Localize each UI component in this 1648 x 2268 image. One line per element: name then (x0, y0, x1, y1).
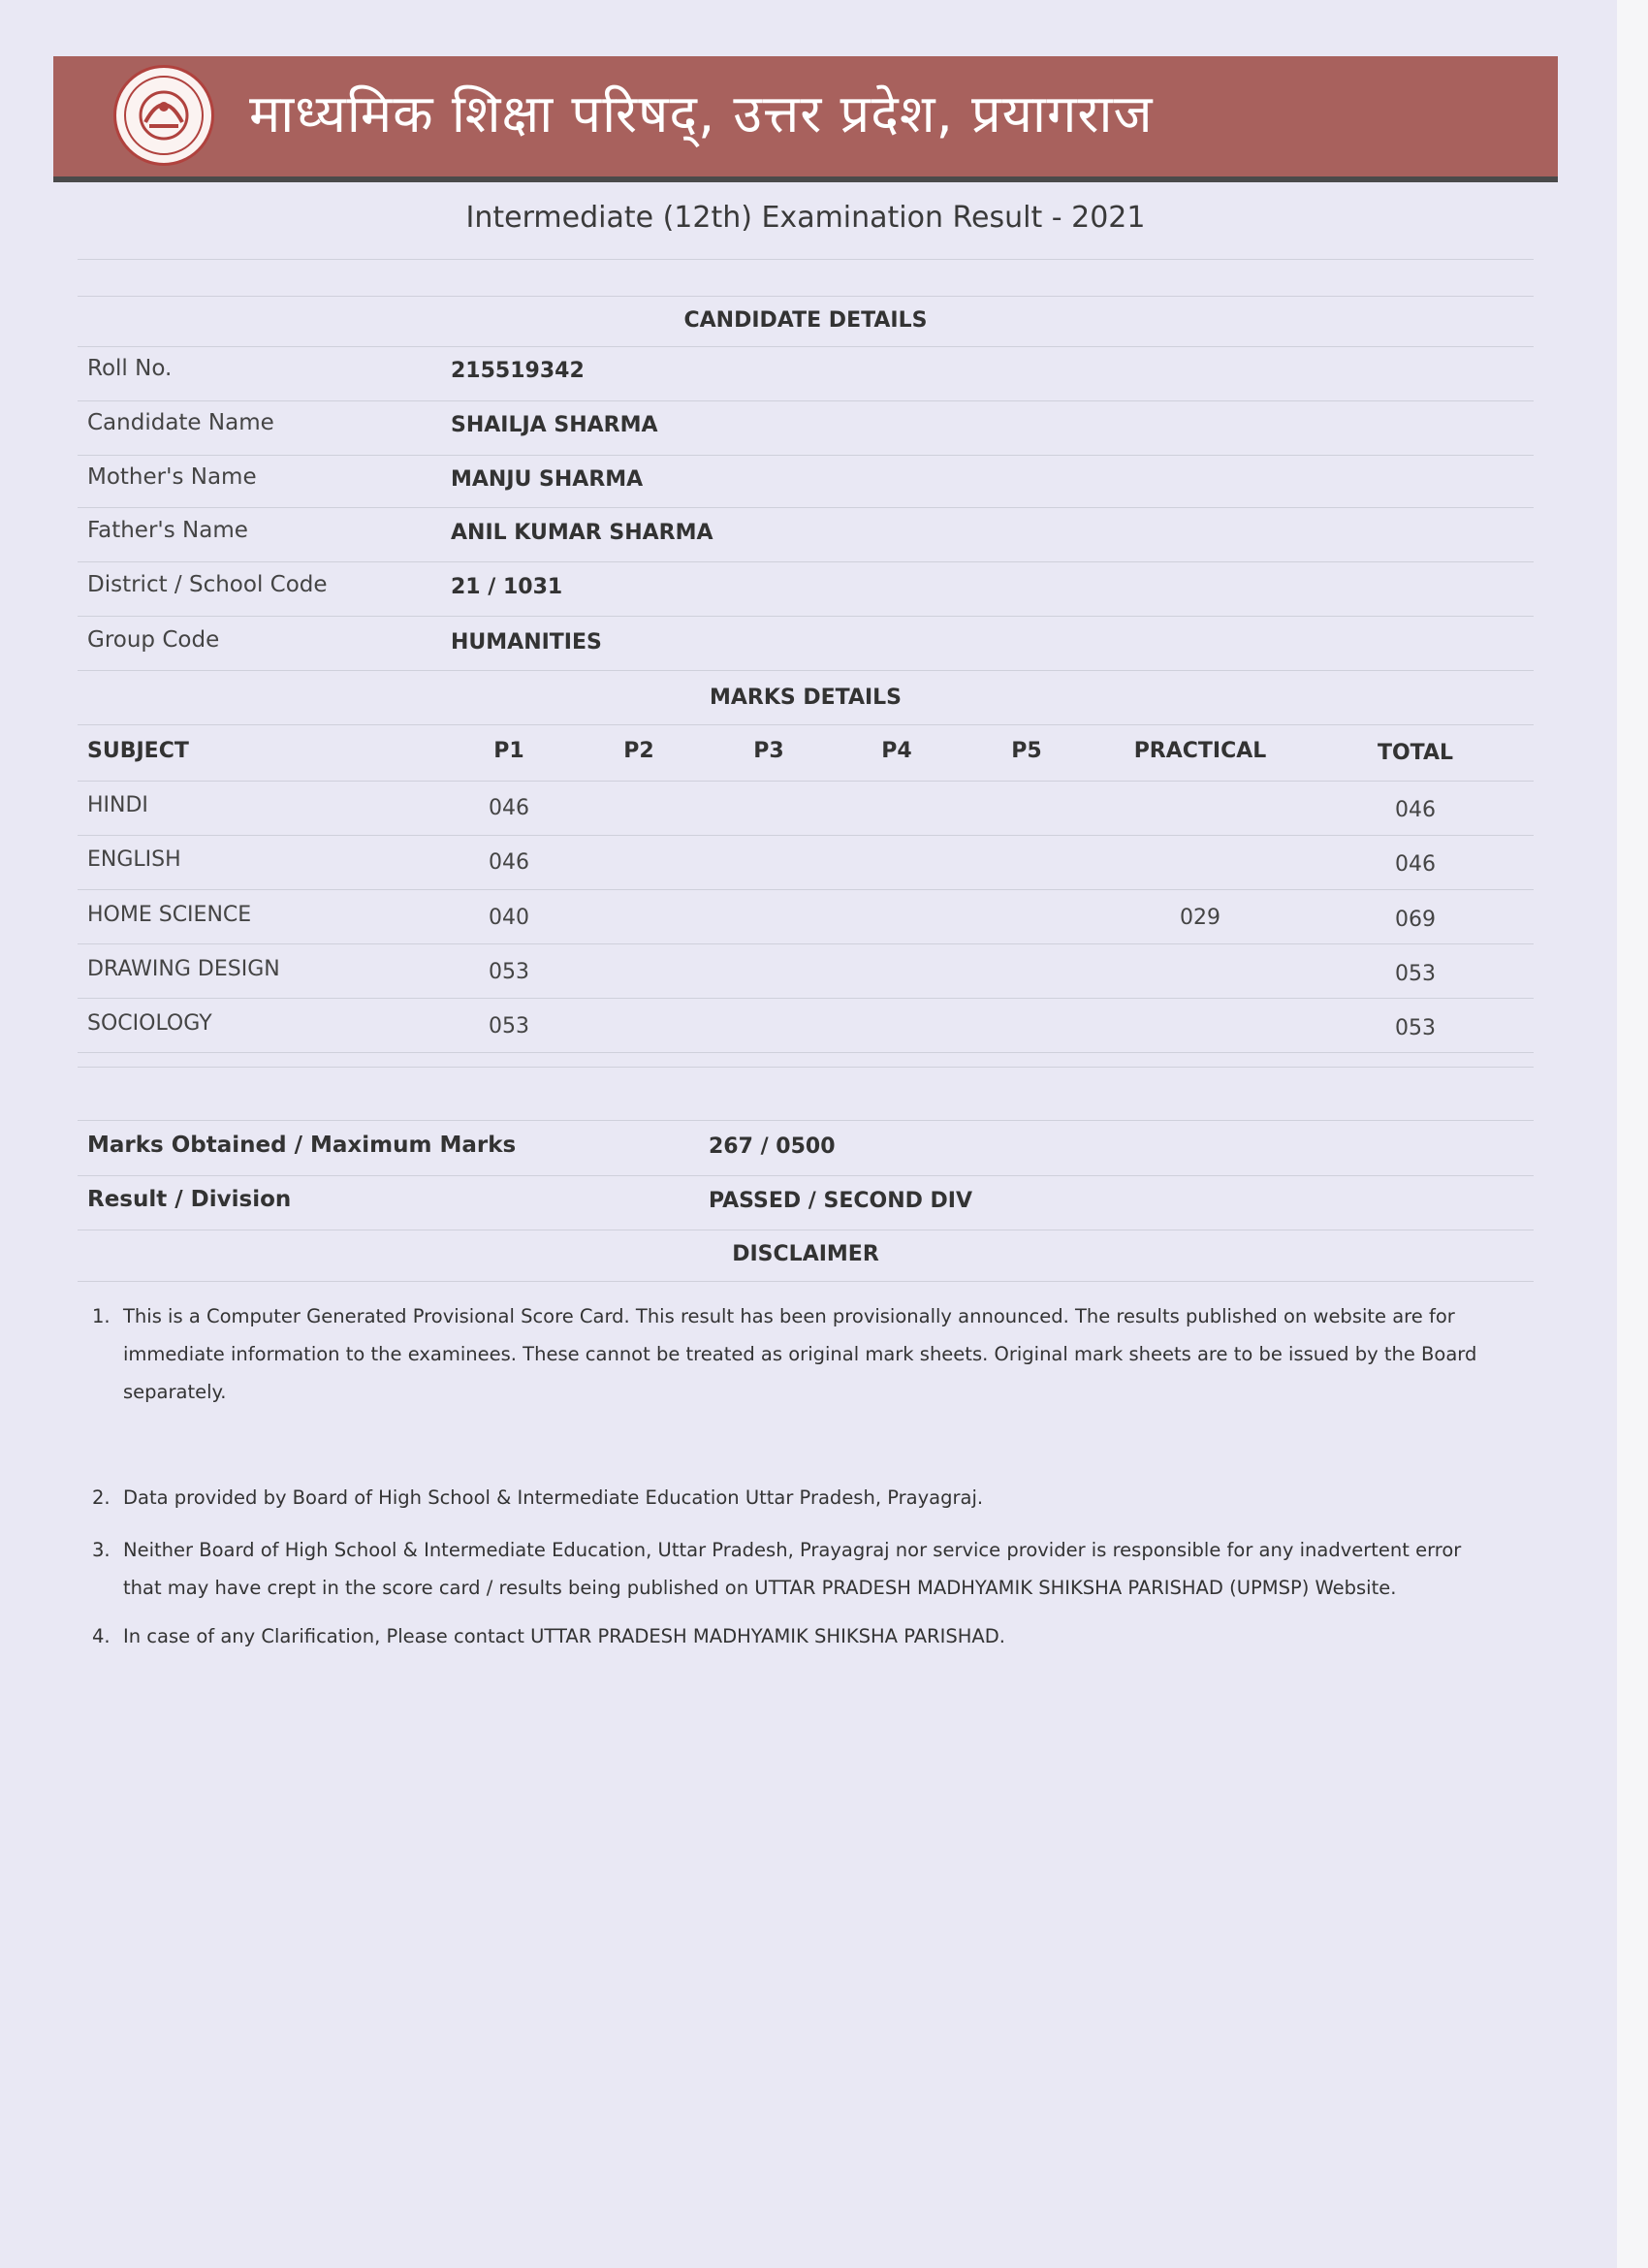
divider (78, 1067, 1534, 1068)
result-division-label: Result / Division (87, 1187, 292, 1212)
total-cell: 069 (1395, 908, 1436, 932)
divider (78, 259, 1534, 260)
p3-header: P3 (753, 739, 784, 763)
result-sheet (53, 53, 1558, 1702)
list-item (92, 1479, 1488, 1517)
result-division-value: PASSED / SECOND DIV (709, 1189, 973, 1213)
subject-cell: DRAWING DESIGN (87, 957, 280, 981)
p4-header: P4 (881, 739, 912, 763)
subject-header: SUBJECT (87, 739, 189, 763)
divider (78, 998, 1534, 999)
p1-cell: 053 (489, 1014, 529, 1038)
group-code-value: HUMANITIES (451, 630, 602, 655)
marks-obtained-value: 267 / 0500 (709, 1134, 836, 1159)
total-header: TOTAL (1377, 741, 1454, 765)
district-school-code-value: 21 / 1031 (451, 575, 563, 599)
p1-cell: 046 (489, 850, 529, 875)
candidate-name-value: SHAILJA SHARMA (451, 413, 658, 437)
divider (78, 943, 1534, 944)
subject-cell: HOME SCIENCE (87, 903, 252, 927)
mother-name-label: Mother's Name (87, 464, 257, 490)
subject-cell: ENGLISH (87, 847, 181, 872)
candidate-details-title: CANDIDATE DETAILS (683, 308, 928, 333)
candidate-name-label: Candidate Name (87, 410, 274, 435)
practical-header: PRACTICAL (1133, 739, 1267, 763)
list-item (92, 1617, 1488, 1655)
mother-name-value: MANJU SHARMA (451, 467, 644, 492)
divider (78, 1175, 1534, 1176)
divider (78, 616, 1534, 617)
total-cell: 046 (1395, 798, 1436, 822)
disclaimer-title: DISCLAIMER (732, 1242, 879, 1266)
divider (78, 835, 1534, 836)
divider (78, 400, 1534, 401)
subject-cell: SOCIOLOGY (87, 1011, 212, 1036)
p1-cell: 040 (489, 906, 529, 930)
total-cell: 053 (1395, 962, 1436, 986)
total-cell: 053 (1395, 1016, 1436, 1040)
list-item-text: Data provided by Board of High School & Intermediate Education Uttar Pradesh, Prayagraj. (123, 1486, 984, 1509)
marks-details-title: MARKS DETAILS (709, 686, 903, 710)
district-school-code-label: District / School Code (87, 572, 328, 597)
upmsp-emblem-icon (113, 65, 214, 166)
divider (78, 296, 1534, 297)
board-title: माध्यमिक शिक्षा परिषद्, उत्तर प्रदेश, प्रयागराज (249, 83, 1154, 144)
divider (78, 889, 1534, 890)
marks-obtained-label: Marks Obtained / Maximum Marks (87, 1133, 517, 1158)
list-item-text: Neither Board of High School & Intermediate Education, Uttar Pradesh, Prayagraj nor service provider is responsible for any inadvertent error that may have crept in the score card / results being published on UTTAR PRADESH MADHYAMIK SHIKSHA PARISHAD (UPMSP) Website. (123, 1539, 1462, 1599)
list-item (92, 1297, 1488, 1411)
list-item-number: 2. (92, 1486, 111, 1509)
father-name-label: Father's Name (87, 518, 248, 543)
p1-cell: 053 (489, 960, 529, 984)
divider (78, 346, 1534, 347)
board-header (53, 56, 1558, 182)
subject-cell: HINDI (87, 793, 148, 817)
list-item-number: 1. (92, 1305, 111, 1327)
divider (78, 507, 1534, 508)
p1-cell: 046 (489, 796, 529, 820)
roll-no-label: Roll No. (87, 356, 173, 381)
list-item-text: In case of any Clarification, Please contact UTTAR PRADESH MADHYAMIK SHIKSHA PARISHAD. (123, 1625, 1005, 1647)
divider (78, 1281, 1534, 1282)
practical-cell: 029 (1180, 906, 1220, 930)
total-cell: 046 (1395, 852, 1436, 877)
divider (78, 781, 1534, 782)
list-item-number: 4. (92, 1625, 111, 1647)
divider (78, 1052, 1534, 1053)
father-name-value: ANIL KUMAR SHARMA (451, 521, 713, 545)
list-item-text: This is a Computer Generated Provisional Score Card. This result has been provisionally announced. The results published on website are for immediate information to the examinees. These cannot be treated as original mark sheets. Original mark sheets are to be issued by the Board separately. (123, 1305, 1477, 1403)
divider (78, 561, 1534, 562)
p2-header: P2 (623, 739, 654, 763)
p1-header: P1 (493, 739, 524, 763)
roll-no-value: 215519342 (451, 359, 585, 383)
p5-header: P5 (1011, 739, 1042, 763)
divider (78, 724, 1534, 725)
group-code-label: Group Code (87, 627, 220, 653)
divider (78, 1120, 1534, 1121)
divider (78, 455, 1534, 456)
exam-title: Intermediate (12th) Examination Result - 2021 (465, 201, 1146, 235)
list-item-number: 3. (92, 1539, 111, 1561)
list-item (92, 1531, 1488, 1607)
scan-edge (1617, 0, 1648, 2268)
divider (78, 670, 1534, 671)
